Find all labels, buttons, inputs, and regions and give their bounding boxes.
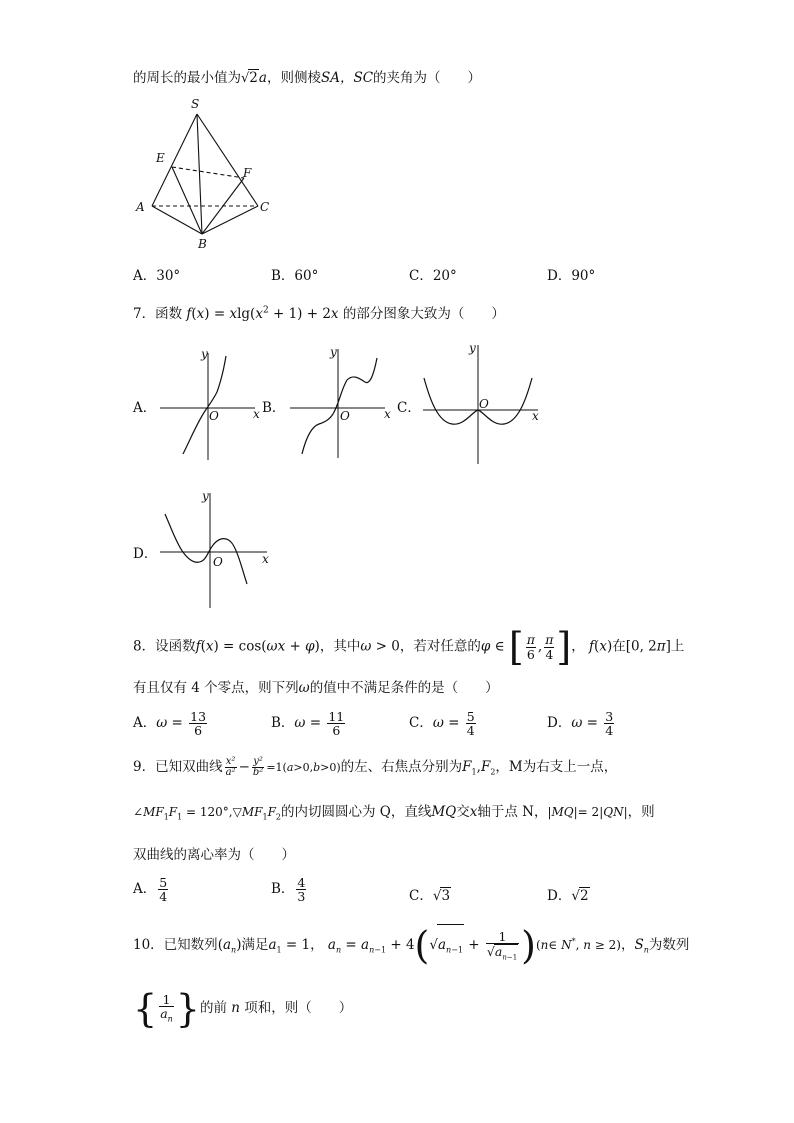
label-c: C	[260, 200, 270, 214]
svg-text:y: y	[202, 489, 209, 503]
q10-line1: 10．已知数列$(a_n)$满足$a_1 = 1$， $a_n = a_{n-1} + 4(√a_{n-1}$ + $\frac{1}{√a_{n-1}}$ )(n∈ N*, n ≥ 2)，$S_n$为数列	[133, 922, 689, 971]
svg-text:O: O	[209, 409, 219, 423]
pyramid-figure	[130, 94, 290, 254]
q8-option-b[interactable]: B．ω = $\frac{11}{6}$	[271, 709, 345, 739]
svg-text:x: x	[384, 407, 391, 421]
q7-option-b-label[interactable]: B．	[262, 400, 286, 416]
q9-line3: 双曲线的离心率为（ ）	[133, 847, 295, 863]
q8-option-d[interactable]: D．ω = $\frac{3}{4}$	[547, 709, 614, 739]
q9-line1: 9．已知双曲线 $\frac{\text{x²}}{\text{a²}}$ − $\frac{\text{y²}}{\text{b²}}$ =1(a>0,b>0)的左、右焦点分别为$F_1,F_2$，M为右支上一点，	[133, 755, 618, 778]
svg-text:O: O	[479, 397, 489, 411]
q7-graph-a	[155, 348, 265, 463]
svg-text:x: x	[262, 552, 269, 566]
label-a: A	[136, 200, 145, 214]
label-e: E	[156, 151, 165, 165]
svg-text:y: y	[469, 341, 476, 355]
q7-stem: 7．函数 $f(x) = xlg(x^2 + 1) + 2x$ 的部分图象大致为（ ）	[133, 305, 505, 322]
q6-option-a[interactable]: A．30°	[133, 268, 181, 284]
svg-text:x: x	[253, 407, 260, 421]
q7-graph-b	[285, 344, 395, 459]
q9-option-a[interactable]: A． $\frac{5}{4}$	[133, 875, 168, 905]
svg-text:y: y	[201, 347, 208, 361]
svg-text:x: x	[532, 409, 539, 423]
q7-graph-d	[155, 488, 275, 608]
q7-option-a-label[interactable]: A．	[133, 400, 157, 416]
q7-option-c-label[interactable]: C．	[397, 400, 421, 416]
q9-option-c[interactable]: C．√3	[409, 888, 451, 904]
q6-option-b[interactable]: B．60°	[271, 268, 319, 284]
svg-text:O: O	[213, 555, 223, 569]
svg-text:y: y	[330, 345, 337, 359]
q7-option-d-label[interactable]: D．	[133, 546, 158, 562]
q6-option-d[interactable]: D．90°	[547, 268, 596, 284]
q8-line2: 有且仅有 4 个零点，则下列ω的值中不满足条件的是（ ）	[133, 680, 499, 696]
q7-graph-c	[418, 342, 543, 467]
q9-option-d[interactable]: D．√2	[547, 888, 589, 904]
q9-line2: $\angle MF_1F_1$ = $120^\circ,▽MF_1F_2$的内切圆圆心为 Q，直线MQ交x轴于点 N，|MQ|= 2|QN|，则	[133, 804, 655, 822]
label-s: S	[191, 97, 200, 111]
q8-option-a[interactable]: A．ω = $\frac{13}{6}$	[133, 709, 207, 739]
q9-option-b[interactable]: B． $\frac{4}{3}$	[271, 875, 306, 905]
label-b: B	[198, 237, 207, 251]
svg-text:O: O	[340, 409, 350, 423]
label-f: F	[243, 166, 252, 180]
q10-line2: { $\frac{1}{a_n}$ }的前 n 项和，则（ ）	[133, 986, 353, 1031]
q8-line1: 8．设函数f(x) = cos(ωx + φ)，其中ω > 0，若对任意的φ ∈ [ $\frac{\pi}{6}$ , $\frac{\pi}{4}$ ]， f(x)在[0, 2π]上	[133, 625, 685, 669]
q8-option-c[interactable]: C．ω = $\frac{5}{4}$	[409, 709, 475, 739]
q6-option-c[interactable]: C．20°	[409, 268, 457, 284]
q6-stem-tail: 的周长的最小值为√2a，则侧棱SA，SC的夹角为（ ）	[133, 70, 482, 86]
